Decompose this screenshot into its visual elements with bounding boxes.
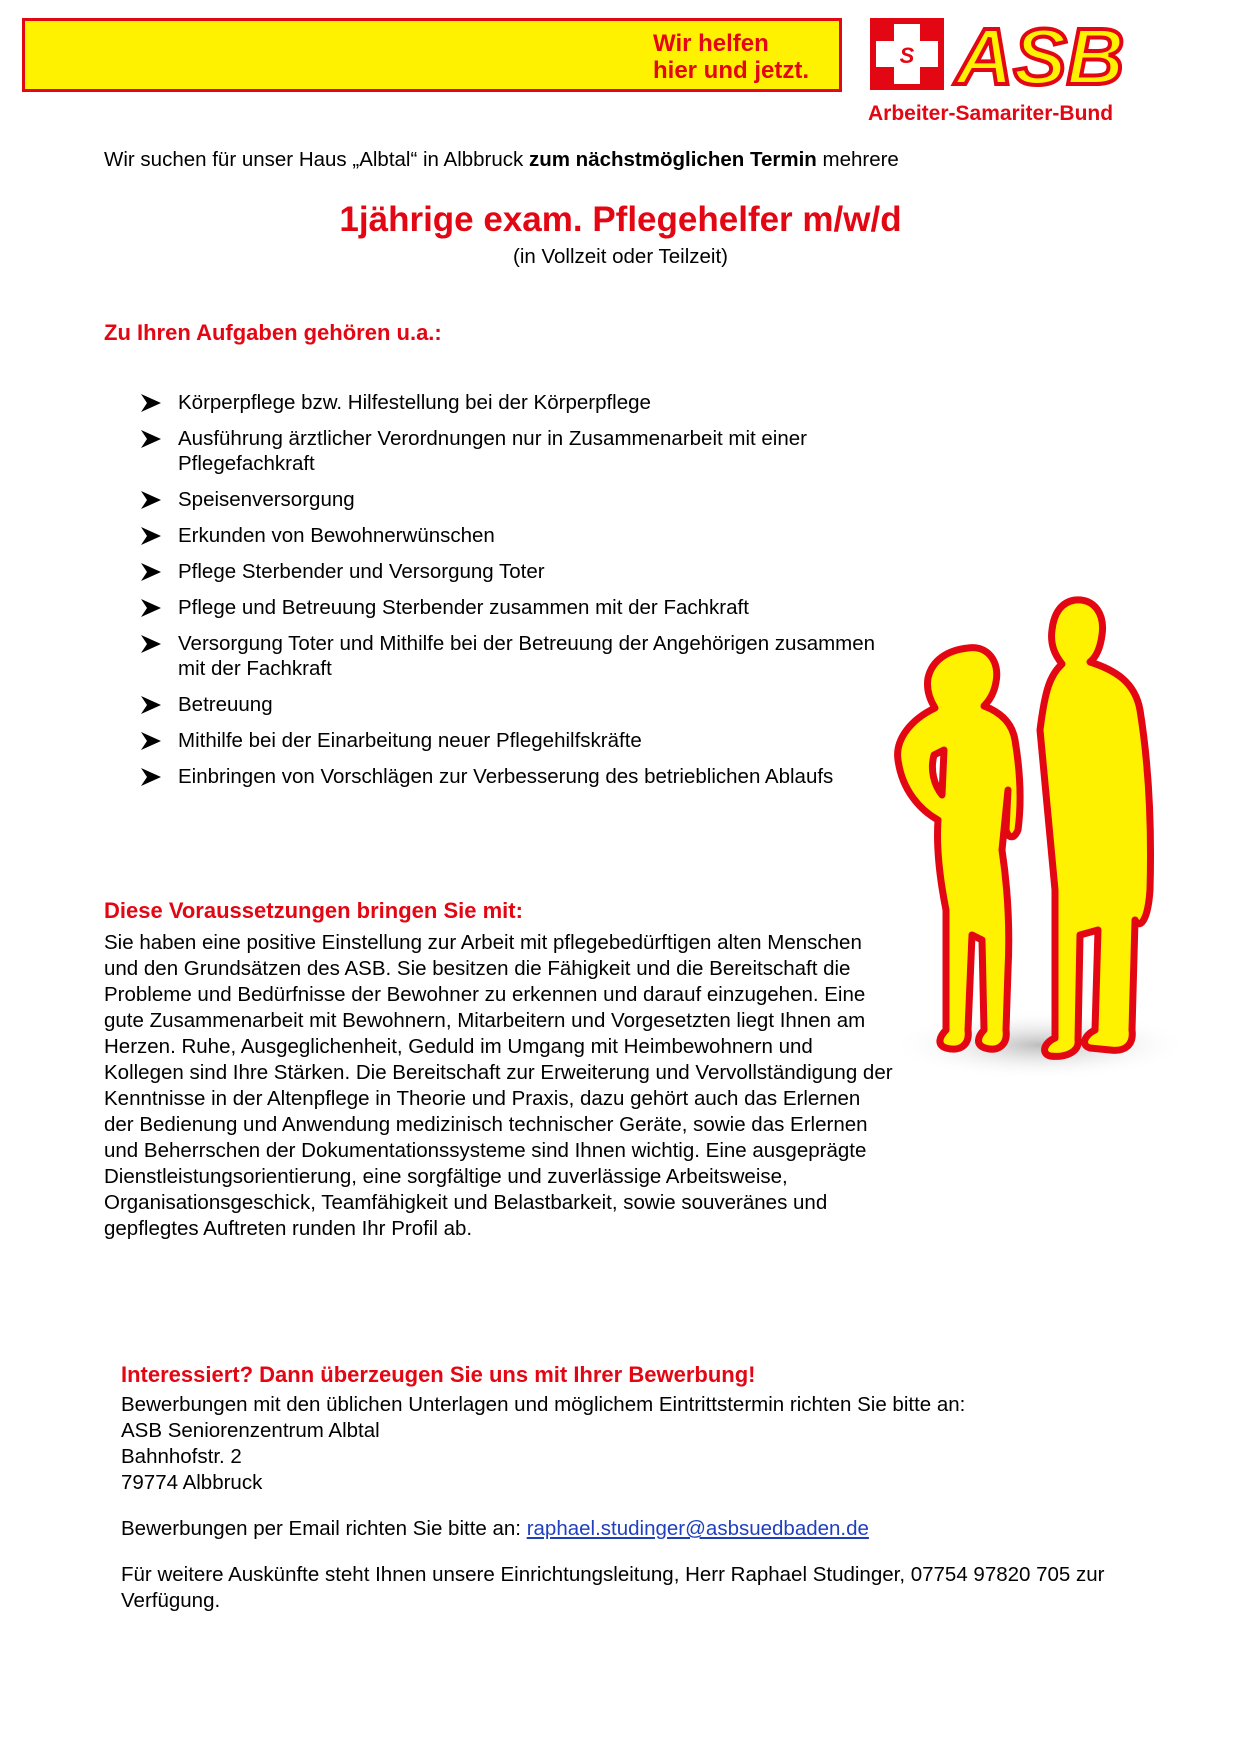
requirements-heading: Diese Voraussetzungen bringen Sie mit: <box>104 898 523 923</box>
task-item <box>140 559 900 584</box>
email-line <box>121 1516 1201 1542</box>
intro-text-bold: zum nächstmöglichen Termin <box>528 148 817 171</box>
logo-subtitle: Arbeiter-Samariter-Bund <box>868 102 1114 125</box>
task-item-text: Ausführung ärztlicher Verordnungen nur in Zusammenarbeit mit einer Pflegefachkraft <box>178 427 807 475</box>
task-item <box>140 390 900 415</box>
slogan <box>653 30 843 84</box>
slogan-line-1: Wir helfen <box>653 30 769 57</box>
task-item-text: Erkunden von Bewohnerwünschen <box>178 524 495 547</box>
address-street: Bahnhofstr. 2 <box>121 1445 242 1468</box>
application-section <box>121 1392 1201 1614</box>
arrow-bullet-icon <box>140 429 162 449</box>
email-label: Bewerbungen per Email richten Sie bitte an: <box>121 1517 527 1540</box>
task-item-text: Einbringen von Vorschlägen zur Verbesserung des betrieblichen Ablaufs <box>178 765 834 788</box>
address-name: ASB Seniorenzentrum Albtal <box>121 1419 380 1442</box>
arrow-bullet-icon <box>140 598 162 618</box>
task-item <box>140 595 900 620</box>
people-silhouette-illustration <box>890 590 1180 1080</box>
slogan-line-2: hier und jetzt. <box>653 57 809 84</box>
logo-cross-letter: S <box>899 43 915 68</box>
job-title: 1jährige exam. Pflegehelfer m/w/d <box>339 200 902 239</box>
task-item-text: Versorgung Toter und Mithilfe bei der Betreuung der Angehörigen zusammen mit der Fachkraft <box>178 632 876 680</box>
logo-text: ASB <box>955 14 1125 94</box>
asb-logo <box>868 14 1138 94</box>
task-item <box>140 487 900 512</box>
arrow-bullet-icon <box>140 634 162 654</box>
task-item <box>140 692 900 717</box>
email-link[interactable]: raphael.studinger@asbsuedbaden.de <box>526 1517 869 1540</box>
application-intro: Bewerbungen mit den üblichen Unterlagen und möglichem Eintrittstermin richten Sie bitte an: <box>121 1393 966 1416</box>
job-subtitle: (in Vollzeit oder Teilzeit) <box>513 245 728 268</box>
arrow-bullet-icon <box>140 490 162 510</box>
address-city: 79774 Albbruck <box>121 1471 263 1494</box>
intro-text-before: Wir suchen für unser Haus „Albtal“ in Albbruck <box>104 148 529 171</box>
task-item-text: Betreuung <box>178 693 273 716</box>
task-item-text: Pflege und Betreuung Sterbender zusammen mit der Fachkraft <box>178 596 749 619</box>
arrow-bullet-icon <box>140 767 162 787</box>
tasks-heading: Zu Ihren Aufgaben gehören u.a.: <box>104 320 442 345</box>
task-item-text: Pflege Sterbender und Versorgung Toter <box>178 560 545 583</box>
arrow-bullet-icon <box>140 731 162 751</box>
task-item <box>140 523 900 548</box>
intro-text-after: mehrere <box>816 148 899 171</box>
task-item <box>140 426 900 476</box>
tasks-list <box>140 390 900 800</box>
requirements-text: Sie haben eine positive Einstellung zur Arbeit mit pflegebedürftigen alten Menschen und den Grundsätzen des ASB. Sie besitzen die Fähigkeit und die Bereitschaft die Probleme und Bedürfnisse der Bewohner zu erkennen und darauf einzugehen. Eine gute Zusammenarbeit mit Bewohnern, Mitarbeitern und Vorgesetzten liegt Ihnen am Herzen. Ruhe, Ausgeglichenheit, Geduld im Umgang mit Heimbewohnern und Kollegen sind Ihre Stärken. Die Bereitschaft zur Erweiterung und Vervollständigung der Kenntnisse in der Altenpflege in Theorie und Praxis, dazu gehört auch das Erlernen der Bedienung und Anwendung medizinisch technischer Geräte, sowie das Erlernen und Beherrschen der Dokumentationssysteme sind Ihnen wichtig. Eine ausgeprägte Dienstleistungsorientierung, eine sorgfältige und zuverlässige Arbeitsweise, Organisationsgeschick, Teamfähigkeit und Belastbarkeit, sowie souveränes und gepflegtes Auftreten runden Ihr Profil ab. <box>104 931 893 1240</box>
arrow-bullet-icon <box>140 393 162 413</box>
task-item-text: Mithilfe bei der Einarbeitung neuer Pflegehilfskräfte <box>178 729 642 752</box>
application-heading: Interessiert? Dann überzeugen Sie uns mit Ihrer Bewerbung! <box>121 1362 756 1387</box>
task-item <box>140 764 900 789</box>
task-item <box>140 631 900 681</box>
task-item-text: Körperpflege bzw. Hilfestellung bei der Körperpflege <box>178 391 651 414</box>
arrow-bullet-icon <box>140 695 162 715</box>
task-item-text: Speisenversorgung <box>178 488 355 511</box>
task-item <box>140 728 900 753</box>
intro-text <box>104 148 899 172</box>
arrow-bullet-icon <box>140 562 162 582</box>
arrow-bullet-icon <box>140 526 162 546</box>
contact-text: Für weitere Auskünfte steht Ihnen unsere Einrichtungsleitung, Herr Raphael Studinger, 07754 97820 705 zur Verfügung. <box>121 1563 1105 1612</box>
